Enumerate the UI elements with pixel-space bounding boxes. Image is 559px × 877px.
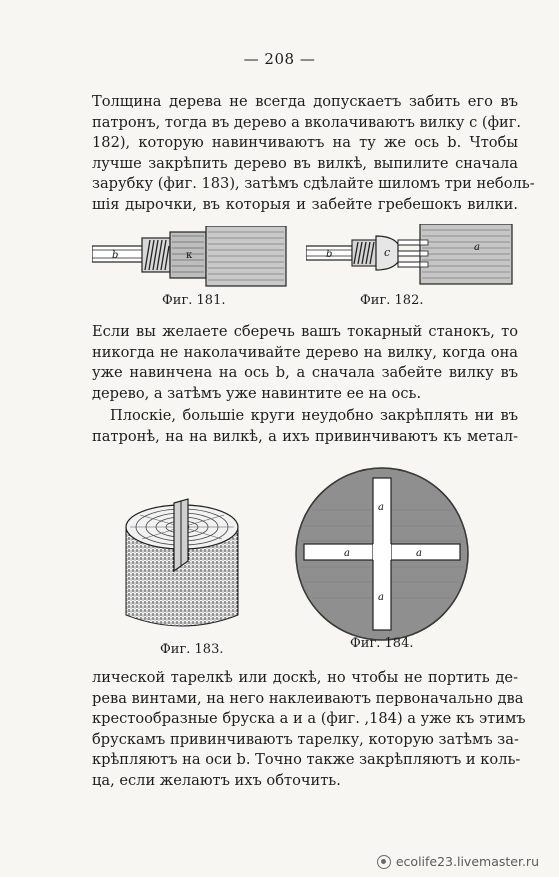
text-line: крестообразные бруска a и a (фиг. ,184) а уже къ этимъ [92,710,526,728]
text-line: лической тарелкѣ или доскѣ, но чтобы не портить де- [92,669,518,686]
text-line: патронъ, тогда въ дерево a вколачиваютъ вилку c (фиг. [92,113,522,131]
text-line: дерево, а затѣмъ уже навинтите ее на ось. [92,384,422,402]
text-line: шія дырочки, въ которыя и забейте гребешокъ вилки. [92,195,518,213]
figure-184-caption: Фиг. 184. [350,636,414,651]
text-line: Если вы желаете сберечь вашъ токарный станокъ, то [92,323,518,340]
label-c: c [384,246,391,259]
label-a: a [474,242,480,253]
figure-183-caption: Фиг. 183. [160,642,224,657]
paragraph-2 [92,322,518,404]
page-number: — 208 — [243,50,316,68]
text-line: ца, если желаютъ ихъ обточить. [92,771,341,789]
figure-184 [294,466,470,642]
text-line: крѣпляютъ на оси b. Точно также закрѣпляютъ и коль- [92,751,521,769]
label-a-top: a [378,502,384,513]
text-line: лучше закрѣпить дерево въ вилкѣ, выпилите сначала [92,154,518,172]
figure-182 [306,224,518,286]
watermark-text: ecolife23.livemaster.ru [395,854,539,869]
text-line: зарубку (фиг. 183), затѣмъ сдѣлайте шиломъ три неболь- [92,175,535,193]
text-line: брускамъ привинчиваютъ тарелку, которую затѣмъ за- [92,730,519,748]
text-line: рева винтами, на него наклеиваютъ первоначально два [92,689,524,707]
label-a-left: a [344,548,350,559]
paragraph-1 [92,92,535,216]
label-a-right: a [416,548,422,559]
text-line: Плоскіе, большіе круги неудобно закрѣплять ни въ [110,407,518,424]
figure-181-caption: Фиг. 181. [162,293,226,308]
figure-181 [92,226,292,288]
paragraph-3 [92,406,518,447]
label-a-bottom: a [378,592,384,603]
figure-183 [120,497,250,632]
text-line: патронѣ, на на вилкѣ, а ихъ привинчиваютъ къ метал- [92,427,518,445]
label-b: b [326,249,333,260]
label-b: b [112,250,119,261]
livemaster-logo-icon [377,855,391,869]
figure-182-caption: Фиг. 182. [360,293,424,308]
text-line: 182), которую навинчиваютъ на ту же ось b. Чтобы [92,134,518,152]
paragraph-4 [92,668,526,792]
text-line: Толщина дерева не всегда допускаетъ забить его въ [92,93,518,110]
text-line: никогда не наколачивайте дерево на вилку, когда она [92,343,518,361]
label-k: к [186,250,193,261]
text-line: уже навинчена на ось b, а сначала забейте вилку въ [92,364,518,382]
watermark [377,854,539,869]
